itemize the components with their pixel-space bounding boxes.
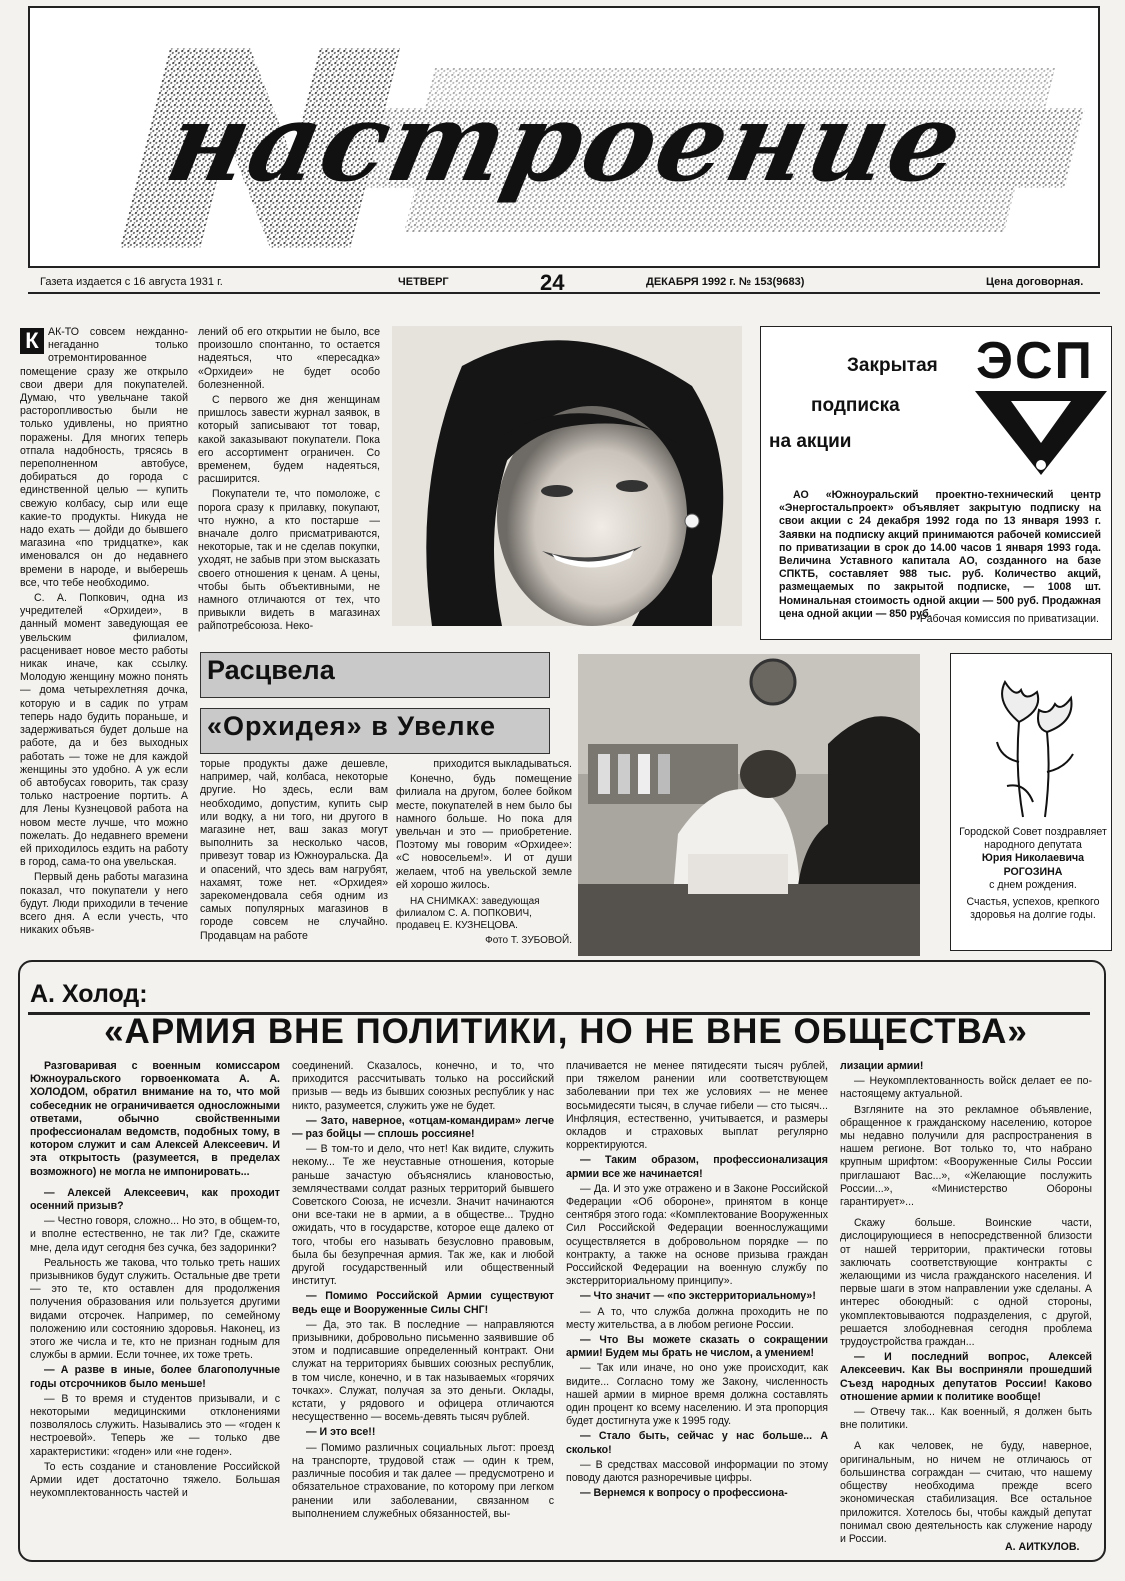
paragraph: То есть создание и становление Российской Армии идет достаточно тяжело. Большая неукомплектованность частей и	[30, 1460, 280, 1500]
masthead-title: настроение	[156, 80, 975, 206]
paragraph: С первого же дня женщинам пришлось завести журнал заявок, в который записывают тот товар, какой заказывают покупатели. Пока его ассортимент ограничен. Со временем, будем надеяться, расширится.	[198, 394, 380, 486]
paragraph: Взгляните на это рекламное объявление, обращенное к гражданскому населению, которое мы недавно получили для распространения в нашем регионе. Вот только то, что набрано крупным шрифтом: «Вооруженные Силы России приглашают Вас...», «Желающие послужить России...», «Министерство Обороны гарантирует»...	[840, 1103, 1092, 1209]
paragraph: торые продукты даже дешевле, например, чай, колбаса, некоторые другие. Но здесь, если вам необходимо, допустим, купить сыр или водку, а ни того, ни другого в магазине нет, ваш заказ могут выполнить за несколько часов, привезут товар из Южноуральска. Да и опасений, что здесь вам нагрубят, нахамят, тоже нет. «Орхидея» зарекомендовала себя одним из самых популярных магазинов в городе совсем не случайно. Продавцам на работе	[200, 758, 388, 942]
portrait-photo-icon	[392, 326, 742, 626]
army-column-4	[840, 1060, 1092, 1545]
price: Цена договорная.	[986, 276, 1084, 288]
question: — Стало быть, сейчас у нас больше... А сколько!	[566, 1430, 828, 1456]
photo-caption: НА СНИМКАХ: заведующая филиалом С. А. ПОПКОВИЧ, продавец Е. КУЗНЕЦОВА.	[396, 896, 540, 932]
question: — Что Вы можете сказать о сокращении армии! Будем мы брать не числом, а умением!	[566, 1334, 828, 1360]
paragraph: Покупатели те, что помоложе, с порога сразу к прилавку, покупают, что нужно, а кто постарше — вначале долго присматриваются, некоторые, так и не сделав покупки, уходят, не забыв при этом высказать своего отношения к ценам. А цены, чтобы быть объективными, не намного отличаются от тех, что привыкли видеть в магазинах райпотребсоюза. Неко-	[198, 488, 380, 633]
paragraph: С. А. Попкович, одна из учредителей «Орхидеи», в данный момент заведующая ее увельским филиалом, расценивает новое место работы никак иначе, как ссылку. Молодую женщину можно понять — дома четырехлетняя дочка, которую и в садик по утрам теперь надо будить пораньше, и задерживаться будет дольше на работе, да и без выходных работать — тоже не для каждой женщины это удобно. А уж если об автобусах говорить, так сразу только настроение портить. А для Лены Кузнецовой работа на новом месте лучше, что можно пожелать. До недавнего времени ей приходилось ездить на работу в город, сама-то она увельская.	[20, 592, 188, 869]
founding-date: Газета издается с 16 августа 1931 г.	[40, 276, 223, 288]
paragraph: — В то время и студентов призывали, и с некоторыми медицинскими отклонениями позволялось служить. Назывались это — «годен к нестроевой». Теперь же — только две характеристики: «годен» или «не годен».	[30, 1392, 280, 1458]
question: — И это все!!	[306, 1426, 376, 1439]
question: — Алексей Алексеевич, как проходит осенний призыв?	[30, 1186, 280, 1213]
orchid-column-1	[20, 326, 188, 956]
army-column-2	[292, 1060, 554, 1550]
paragraph: Первый день работы магазина показал, что покупатели у него будут. Люди приходили в течение всего дня. А если учесть, что никаких объяв-	[20, 871, 188, 937]
article-signature: А. АИТКУЛОВ.	[1005, 1541, 1080, 1553]
orchid-headline-2: «Орхидея» в Увелке	[200, 708, 550, 754]
question: — Таким образом, профессионализация армии все же начинается!	[566, 1154, 828, 1180]
masthead	[28, 6, 1100, 268]
question: — Вернемся к вопросу о профессиона-	[580, 1487, 788, 1500]
ad-heading-1: Закрытая	[847, 355, 938, 376]
paragraph: плачивается не менее пятидесяти тысяч рублей, при тяжелом ранении или соответствующем заболевании при тех же условиях — не менее восьмидесяти тысяч, в случае гибели — сто тысяч... Инфляция, естественно, учитывается, и размеры окладов и страховых выплат регулярно корректируются.	[566, 1060, 828, 1152]
orchid-headline-1: Расцвела	[200, 652, 550, 698]
paragraph: — Помимо различных социальных льгот: проезд на транспорте, трудовой стаж — один к трем, различные пособия и так далее — предусмотрено и обязательное страхование, по которому при легком ранении или заболевании, связанном с выполнением служебных обязанностей, вы-	[292, 1441, 554, 1520]
paragraph: лений об его открытии не было, все произошло спонтанно, то остается надеяться, что «пересадка» «Орхидеи» не будет особо болезненной.	[198, 326, 380, 391]
paragraph: — А то, что служба должна проходить не по месту жительства, а в любом регионе России.	[566, 1305, 828, 1331]
question: — А разве в иные, более благополучные годы отсрочников было меньше!	[30, 1364, 280, 1390]
photo-credit: Фото Т. ЗУБОВОЙ.	[485, 935, 572, 947]
weekday: ЧЕТВЕРГ	[398, 276, 449, 288]
paragraph: Конечно, будь помещение филиала на другом, более бойком месте, покупателей в нем было бы намного больше. Но пока для увельчан и это — приобретение. Поэтому мы говорим «Орхидее»: «С новосельем!». И от души желаем, чтоб на увельской земле ей хорошо жилось.	[396, 773, 572, 891]
photo-shop-interior	[578, 654, 920, 956]
paragraph: — Отвечу так... Как военный, я должен быть вне политики.	[840, 1406, 1092, 1432]
greeting-line-1: Городской Совет поздравляет народного депутата	[959, 826, 1107, 852]
question: — Что значит — «по экстерриториальному»!	[580, 1290, 816, 1303]
paragraph: — В средствах массовой информации по этому поводу даются разноречивые цифры.	[566, 1458, 828, 1485]
paragraph: — Да. И это уже отражено и в Законе Российской Федерации «Об обороне», принятом в конце сентября этого года: «Комплектование Вооруженных Сил Российской Федерации военнослужащими осуществляется в добровольном порядке — по контракту, а также на основе призыва граждан Российской Федерации на военную службу по экстерриториальному принципу».	[566, 1182, 828, 1288]
greeting-line-2: с днем рождения.	[989, 878, 1077, 891]
issue-info-line	[28, 270, 1100, 294]
dropcap: К	[20, 328, 44, 354]
question: — Помимо Российской Армии существуют ведь еще и Вооруженные Силы СНГ!	[292, 1290, 554, 1316]
ad-body-text: АО «Южноуральский проектно-технический центр «Энергостальпроект» объявляет закрытую подписку на свои акции с 24 декабря 1992 года по 13 января 1993 г. Заявки на подписку акций принимаются рабочей комиссией по приватизации в срок до 14.00 часов 1 января 1993 года. Величина Уставного капитала АО, созданного на базе СПКТБ, составляет 988 тыс. руб. Количество акций, размещаемых по закрытой подписке, — 1008 шт. Номинальная стоимость одной акции — 500 руб. Продажная цена одной акции — 850 руб.	[779, 489, 1101, 620]
issue-date-number: ДЕКАБРЯ 1992 г. № 153(9683)	[646, 276, 805, 288]
orchid-column-3-bottom	[396, 758, 572, 958]
orchid-column-2-top	[198, 326, 380, 644]
shop-photo-icon	[578, 654, 920, 956]
question: — Зато, наверное, «отцам-командирам» легче — раз бойцы — сплошь россияне!	[292, 1114, 554, 1141]
orchid-column-2-bottom	[200, 758, 388, 958]
paragraph: — Да, это так. В последние — направляются призывники, добровольно письменно заявившие об этом и подписавшие определенный контракт. Они служат на территориях бывших союзных республик, в том числе, конечно, и в так называемых «горячих точках». Служат, получая за это деньги. Оклады, кстати, у рядового и офицера отличаются несущественно — восемь-девять тысяч рублей.	[292, 1318, 554, 1424]
question: лизации армии!	[840, 1060, 924, 1072]
paragraph: — Честно говоря, сложно... Но это, в общем-то, и вполне естественно, не так ли? Где, скажите мне, дела идут сегодня без сучка, без задоринки?	[30, 1215, 280, 1254]
interview-headline: «АРМИЯ ВНЕ ПОЛИТИКИ, НО НЕ ВНЕ ОБЩЕСТВА»	[104, 1012, 1028, 1051]
flower-icon	[985, 662, 1085, 822]
paragraph: Скажу больше. Воинские части, дислоцирующиеся в непосредственной близости от нашей территории, практически готовы заключать соответствующие контракты с желающими из числа гражданского населения. И первые шаги в этом направлении уже сделаны. А интерес обоюдный: с одной стороны, укомплектовываются подразделения, с другой, решается злободневная сегодня проблема трудоустройства граждан...	[840, 1217, 1092, 1349]
paragraph: приходится выкладываться.	[433, 758, 572, 770]
greeting-name: Юрия Николаевича РОГОЗИНА	[981, 852, 1085, 878]
photo-manager-portrait	[392, 326, 742, 626]
paragraph: АК-ТО совсем нежданно-негаданно только отремонтированное помещение сразу же открыло свои двери для покупателей. Думаю, что увельчане такой расторопливостью были не только удивлены, но приятно поражены. Для многих теперь отпала надобность, трясясь в переполненном автобусе, добираться до города с единственной целью — купить свежую колбасу, сыр или еще какие-то продукты. Никуда не надо ехать — дойди до бывшего магазина «по тридцатке», как именовался он до недавнего времени в народе, и выберешь все, что тебе необходимо.	[20, 326, 188, 589]
army-column-3	[566, 1060, 828, 1550]
esp-logo-triangle-icon	[971, 387, 1111, 479]
paragraph: — Неукомплектованность войск делает ее по-настоящему актуальной.	[840, 1075, 1092, 1101]
interview-author: А. Холод:	[30, 980, 148, 1008]
birthday-greeting-box	[950, 653, 1112, 951]
ad-heading-2: подписка	[811, 395, 900, 416]
greeting-wish: Счастья, успехов, крепкого здоровья на долгие годы.	[966, 896, 1100, 922]
question: — И последний вопрос, Алексей Алексеевич. Как Вы восприняли прошедший Съезд народных депутатов России! Каково отношение армии к политике вообще!	[840, 1351, 1092, 1403]
greeting-text	[959, 826, 1107, 922]
paragraph: А как человек, не буду, наверное, оригинальным, но ничем не отличаюсь от большинства сограждан — считаю, что нашему обществу необходима прежде всего экономическая стабилизация. Все остальное приложится. Хотелось бы, чтобы каждый депутат понимал свою деятельность как служение народу и России.	[840, 1440, 1092, 1545]
paragraph: соединений. Сказалось, конечно, и то, что приходится рассчитывать только на российский призыв — ведь из бывших союзных республик у нас никто, разумеется, служить уже не будет.	[292, 1060, 554, 1112]
paragraph: — Так или иначе, но оно уже происходит, как видите... Согласно тому же Закону, численность нашей армии в мирное время должна составлять один процент ко всему населению. И эта пропорция будет достигнута уже к 1995 году.	[566, 1362, 828, 1428]
ad-heading-3: на акции	[769, 431, 852, 452]
paragraph: Реальность же такова, что только треть наших призывников будут служить. Остальные две трети — это те, кто оставлен для продолжения получения образования или пользуется другими видами отсрочек. Например, по семейному положению или состоянию здоровья. Наконец, из этого же числа и те, кто не признан годным для службы в армии. Если точнее, их тоже треть.	[30, 1256, 280, 1362]
ad-signature: Рабочая комиссия по приватизации.	[919, 613, 1099, 625]
day-number: 24	[540, 270, 565, 295]
army-column-1	[30, 1060, 280, 1550]
esp-share-subscription-ad	[760, 326, 1112, 640]
paragraph: — В том-то и дело, что нет! Как видите, служить некому... Те же неуставные отношения, которые раньше зачастую объяснялись клановостью, землячествами солдат разных территорий бывшего Советского Союза, не исчезли. Значит начинаются они все-таки не в армии, а в обществе... Трудно ожидать, что в государстве, которое еще далеко от того, чтобы его называть безусловно правовым, была бы безупречная армия. Так же, как и любой другой государственный или общественный институт.	[292, 1143, 554, 1288]
esp-logo: ЭСП	[976, 332, 1094, 390]
paragraph: Разговаривая с военным комиссаром Южноуральского горвоенкомата А. А. ХОЛОДОМ, обратил внимание на то, что мой собеседник не ограничивается односложными ответами, обычно свойственными профессионалам ведомств, подобных тому, в котором служит и сам Алексей Алексеевич. И эта открытость (разумеется, в пределах возможного) не могла не импонировать...	[30, 1060, 280, 1178]
